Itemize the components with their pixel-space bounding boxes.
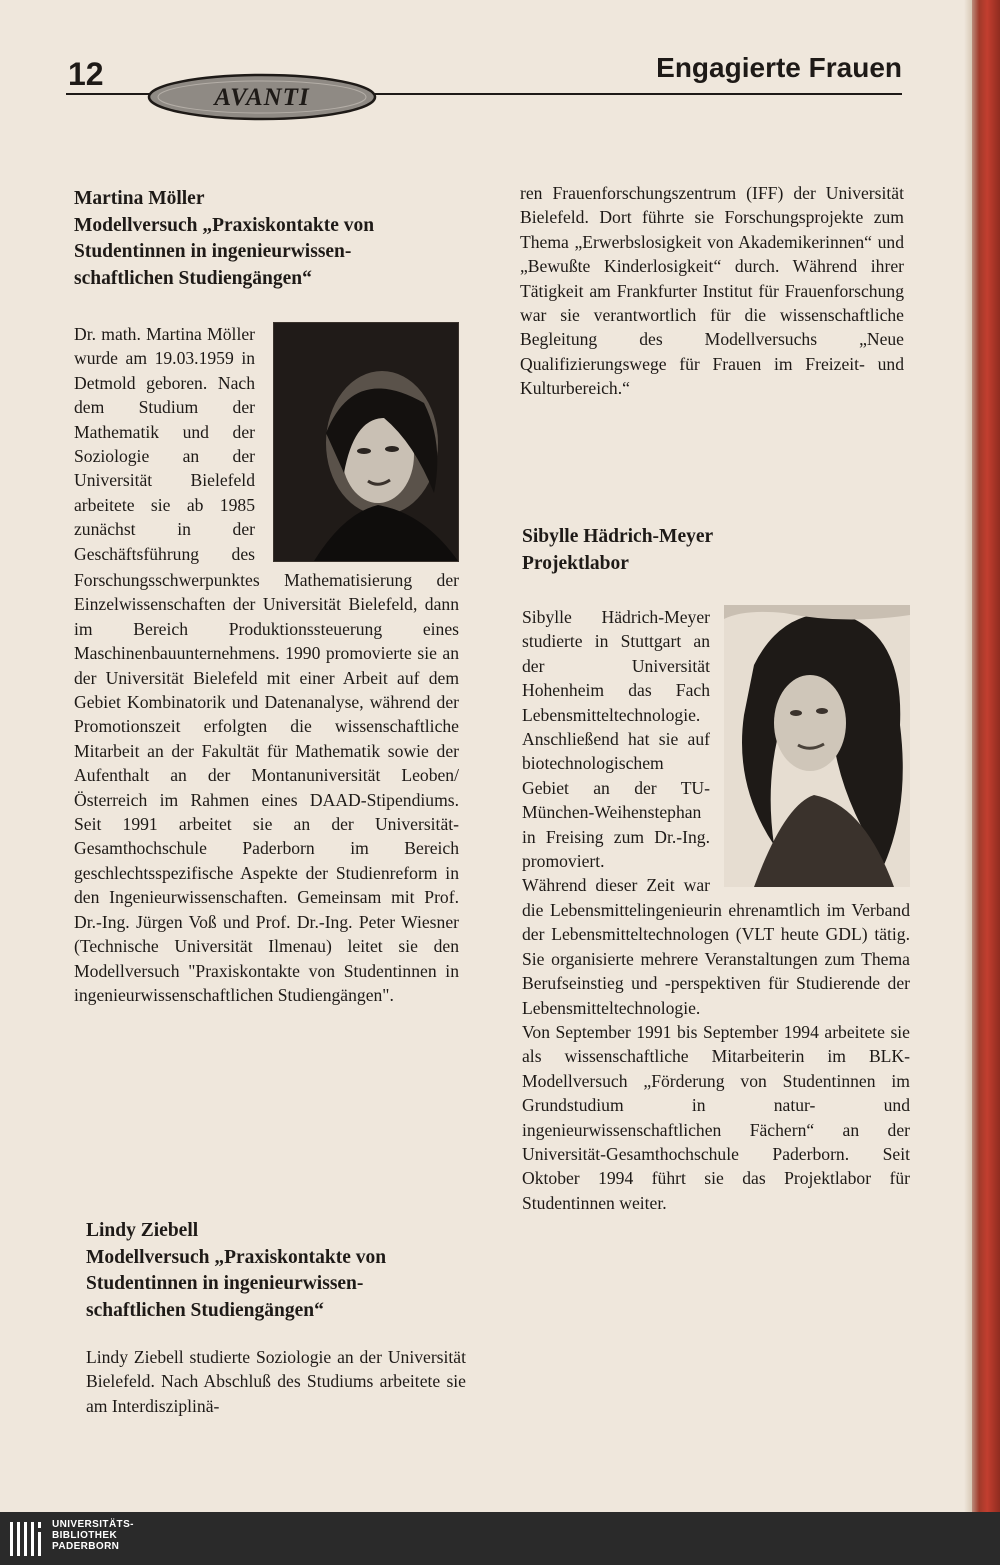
article-body: Während dieser Zeit war die Lebensmittelingenieurin ehrenamtlich im Verband der Lebensmitteltechnologen (VLT heute GDL) tätig. Sie organisierte mehrere Veranstaltungen zum Thema Berufseinstieg und -perspektiven für Studierende der Lebensmitteltechnologie. (522, 875, 910, 1018)
article-moeller (74, 186, 459, 1007)
footer-bar (0, 1512, 1000, 1565)
article-body: Dr. math. Martina Möller wurde am 19.03.1959 in Detmold geboren. Nach dem Studium der Mathematik und der Soziologie an der Universität Bielefeld arbeitete sie ab 1985 zunächst in der Geschäftsführung des Forschungsschwerpunktes Mathematisierung der Einzelwissenschaften der Universität Bielefeld, dann im Bereich Produktionssteuerung eines Maschinenbauunternehmens. 1990 promovierte sie an der Universität Bielefeld mit einer Arbeit auf dem Gebiet Kombinatorik und Datenanalyse, während der Promotionszeit erfolgten die wissenschaftliche Mitarbeit an der Fakultät für Mathematik sowie der Aufenthalt an der Montanuniversität Leoben/Österreich im Rahmen eines DAAD-Stipendiums. Seit 1991 arbeitet sie an der Universität-Gesamthochschule Paderborn im Bereich geschlechtsspezifische Aspekte der Studienreform in den Ingenieurwissenschaften. Gemeinsam mit Prof. Dr.-Ing. Jürgen Voß und Prof. Dr.-Ing. Peter Wiesner (Technische Universität Ilmenau) leitet sie den Modellversuch "Praxiskontakte von Studentinnen in ingenieurwissenschaftlichen Studiengängen". (74, 324, 459, 1005)
avanti-logo (146, 72, 378, 122)
portrait-photo-moeller (273, 322, 459, 562)
avanti-logo-text: AVANTI (214, 84, 310, 111)
page-edge-shadow (964, 0, 972, 1512)
article-ziebell (86, 1218, 466, 1418)
library-name: UNIVERSITÄTS- BIBLIOTHEK PADERBORN (52, 1519, 134, 1552)
article-body: Lindy Ziebell studierte Soziologie an der Universität Bielefeld. Nach Abschluß des Studiums arbeitete sie am Interdisziplinä- (86, 1347, 466, 1416)
article-ziebell-continued (520, 181, 904, 401)
article-title: Sibylle Hädrich-Meyer Projektlabor (522, 526, 714, 574)
article-title: Lindy Ziebell Modellversuch „Praxiskontakte von Studentinnen in ingenieurwissen- schaftlichen Studiengängen“ (86, 1220, 387, 1321)
article-body: Von September 1991 bis September 1994 arbeitete sie als wissenschaftliche Mitarbeiterin im BLK-Modellversuch „Förderung von Studentinnen im Grundstudium in natur- und ingenieurwissenschaftlichen Fächern“ an der Universität-Gesamthochschule Paderborn. Seit Oktober 1994 führt sie das Projektlabor für Studentinnen weiter. (522, 1021, 910, 1213)
library-logo-icon (8, 1516, 46, 1562)
article-body-continued: ren Frauenforschungszentrum (IFF) der Universität Bielefeld. Dort führte sie Forschungsprojekte zum Thema „Erwerbslosigkeit von Akademikerinnen“ und „Bewußte Kinderlosigkeit“ durch. Während ihrer Tätigkeit am Frankfurter Institut für Frauenforschung war sie verantwortlich für die wissenschaftliche Begleitung des Modellversuchs „Neue Qualifizierungswege für Frauen im Freizeit- und Kulturbereich.“ (520, 183, 904, 399)
article-title: Martina Möller Modellversuch „Praxiskontakte von Studentinnen in ingenieurwissen- schaftlichen Studiengängen“ (74, 188, 375, 289)
section-title: Engagierte Frauen (656, 52, 902, 83)
article-body: Sibylle Hädrich-Meyer studierte in Stuttgart an der Universität Hohenheim das Fach Lebensmitteltechnologie. Anschließend hat sie auf biotechnologischem Gebiet an der TU-München-Weihenstephan in Freising zum Dr.-Ing. promoviert. (522, 607, 710, 872)
article-haedrich (522, 524, 910, 1215)
page-number: 12 (68, 56, 104, 92)
portrait-photo-haedrich (724, 605, 910, 887)
page-edge (968, 0, 1000, 1512)
